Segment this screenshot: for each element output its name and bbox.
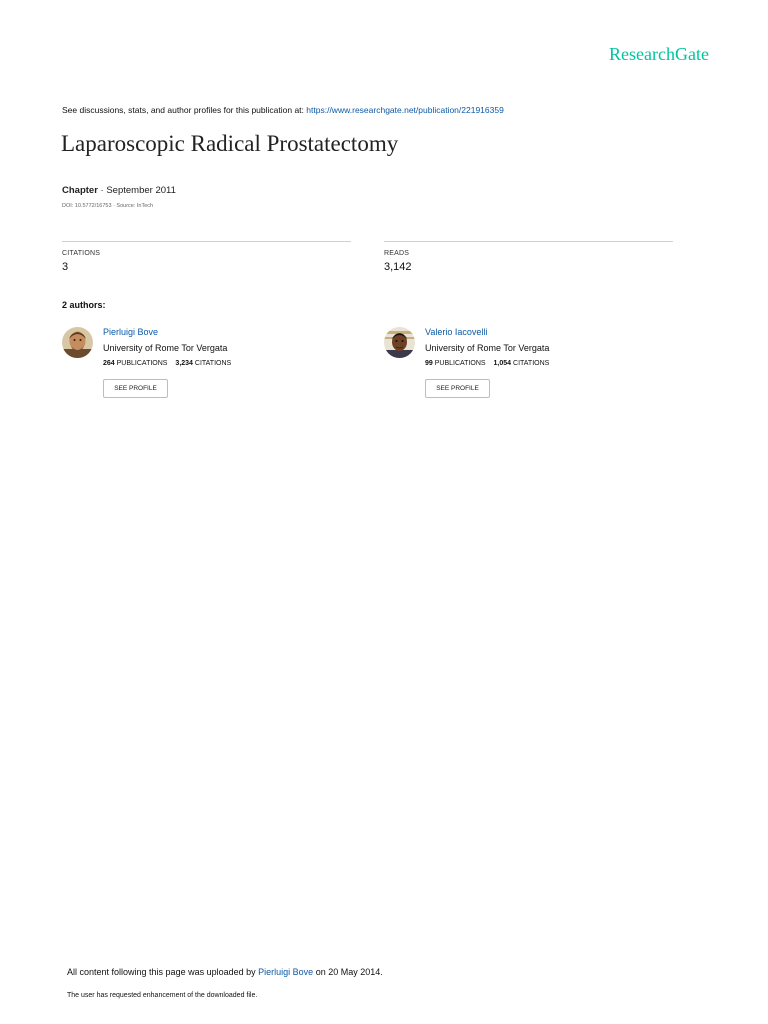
citations-label: CITATIONS: [513, 360, 550, 367]
see-profile-button[interactable]: SEE PROFILE: [103, 379, 168, 398]
publication-date: · September 2011: [100, 185, 176, 196]
citations-stat: [62, 241, 351, 273]
upload-note: [67, 967, 383, 977]
upload-suffix: on 20 May 2014.: [315, 967, 383, 977]
reads-value: 3,142: [384, 261, 412, 273]
publication-url-link[interactable]: https://www.researchgate.net/publication/221916359: [306, 105, 504, 115]
publication-title: Laparoscopic Radical Prostatectomy: [61, 131, 399, 156]
author-card: [384, 325, 664, 405]
publication-type: Chapter: [62, 185, 98, 196]
enhancement-note: The user has requested enhancement of the downloaded file.: [67, 992, 258, 999]
author-stats: [103, 360, 231, 367]
citations-count: 3,234: [175, 360, 193, 367]
uploader-link[interactable]: Pierluigi Bove: [258, 967, 314, 977]
publications-count: 99: [425, 360, 433, 367]
reads-stat: [384, 241, 673, 273]
publications-label: PUBLICATIONS: [434, 360, 486, 367]
upload-prefix: All content following this page was uploaded by: [67, 967, 256, 977]
see-profile-button[interactable]: SEE PROFILE: [425, 379, 490, 398]
publications-label: PUBLICATIONS: [116, 360, 168, 367]
doi-line: DOI: 10.5772/16753 · Source: InTech: [62, 203, 154, 209]
author-name-link[interactable]: Pierluigi Bove: [103, 327, 159, 337]
authors-heading: 2 authors:: [62, 300, 106, 310]
citations-value: 3: [62, 261, 69, 273]
top-note: [62, 105, 504, 115]
author-photo-icon[interactable]: [384, 327, 415, 358]
author-card: [62, 325, 342, 405]
author-name-link[interactable]: Valerio Iacovelli: [425, 327, 488, 337]
citations-count: 1,054: [493, 360, 512, 367]
publications-count: 264: [103, 360, 115, 367]
author-photo-icon[interactable]: [62, 327, 93, 358]
citations-label: CITATIONS: [62, 250, 101, 257]
author-stats: [425, 360, 549, 367]
publication-meta: [62, 185, 176, 196]
reads-label: READS: [384, 250, 410, 257]
citations-label: CITATIONS: [194, 360, 232, 367]
author-institution: University of Rome Tor Vergata: [425, 343, 550, 353]
author-institution: University of Rome Tor Vergata: [103, 343, 228, 353]
researchgate-logo[interactable]: ResearchGate: [609, 44, 709, 64]
top-note-text: See discussions, stats, and author profiles for this publication at:: [62, 105, 304, 115]
